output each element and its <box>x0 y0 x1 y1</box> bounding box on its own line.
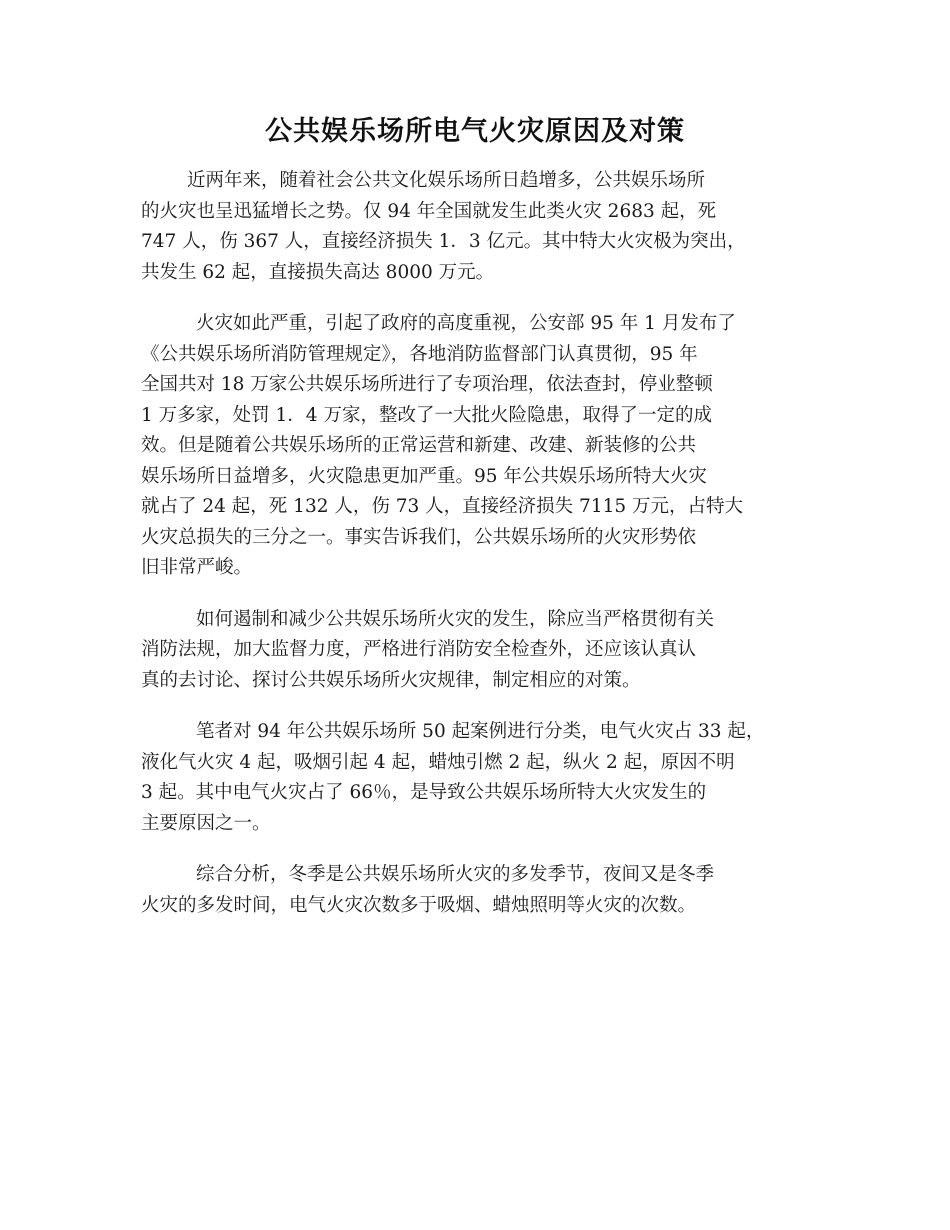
paragraph-line: 1 万多家，处罚 1．4 万家，整改了一大批火险隐患，取得了一定的成 <box>141 404 712 426</box>
paragraph-line: 旧非常严峻。 <box>141 557 253 578</box>
paragraph-line: 主要原因之一。 <box>141 812 271 834</box>
paragraph-line: 共发生 62 起，直接损失高达 8000 万元。 <box>141 261 495 283</box>
document-body <box>141 166 806 942</box>
paragraph-line: 747 人，伤 367 人，直接经济损失 1．3 亿元。其中特大火灾极为突出， <box>141 231 746 252</box>
paragraph-line: 真的去讨论、探讨公共娱乐场所火灾规律，制定相应的对策。 <box>141 669 641 691</box>
paragraph-line: 的火灾也呈迅猛增长之势。仅 94 年全国就发生此类火灾 2683 起，死 <box>141 200 717 222</box>
paragraph-line: 笔者对 94 年公共娱乐场所 50 起案例进行分类，电气火灾占 33 起， <box>196 721 765 742</box>
paragraph-line: 3 起。其中电气火灾占了 66％，是导致公共娱乐场所特大火灾发生的 <box>141 782 707 803</box>
paragraph-line: 火灾的多发时间，电气火灾次数多于吸烟、蜡烛照明等火灾的次数。 <box>141 894 697 916</box>
paragraph-5 <box>141 860 806 921</box>
paragraph-line: 《公共娱乐场所消防管理规定》，各地消防监督部门认真贯彻，95 年 <box>141 343 698 365</box>
paragraph-line: 如何遏制和减少公共娱乐场所火灾的发生，除应当严格贯彻有关 <box>196 608 715 630</box>
paragraph-line: 近两年来，随着社会公共文化娱乐场所日趋增多，公共娱乐场所 <box>187 170 706 191</box>
paragraph-line: 消防法规，加大监督力度，严格进行消防安全检查外，还应该认真认 <box>141 639 697 660</box>
document-title: 公共娱乐场所电气火灾原因及对策 <box>265 116 685 147</box>
paragraph-1 <box>141 166 806 288</box>
paragraph-4 <box>141 717 806 839</box>
paragraph-line: 综合分析，冬季是公共娱乐场所火灾的多发季节，夜间又是冬季 <box>196 864 715 885</box>
paragraph-3 <box>141 605 806 697</box>
paragraph-line: 火灾总损失的三分之一。事实告诉我们，公共娱乐场所的火灾形势依 <box>141 526 697 548</box>
paragraph-line: 效。但是随着公共娱乐场所的正常运营和新建、改建、新装修的公共 <box>141 435 697 456</box>
paragraph-2 <box>141 309 806 584</box>
paragraph-line: 全国共对 18 万家公共娱乐场所进行了专项治理，依法查封，停业整顿 <box>141 374 713 395</box>
paragraph-line: 液化气火灾 4 起，吸烟引起 4 起，蜡烛引燃 2 起，纵火 2 起，原因不明 <box>141 751 735 773</box>
paragraph-line: 火灾如此严重，引起了政府的高度重视，公安部 95 年 1 月发布了 <box>196 313 736 334</box>
paragraph-line: 就占了 24 起，死 132 人，伤 73 人，直接经济损失 7115 万元，占特大 <box>141 496 744 517</box>
paragraph-line: 娱乐场所日益增多，火灾隐患更加严重。95 年公共娱乐场所特大火灾 <box>141 465 707 487</box>
